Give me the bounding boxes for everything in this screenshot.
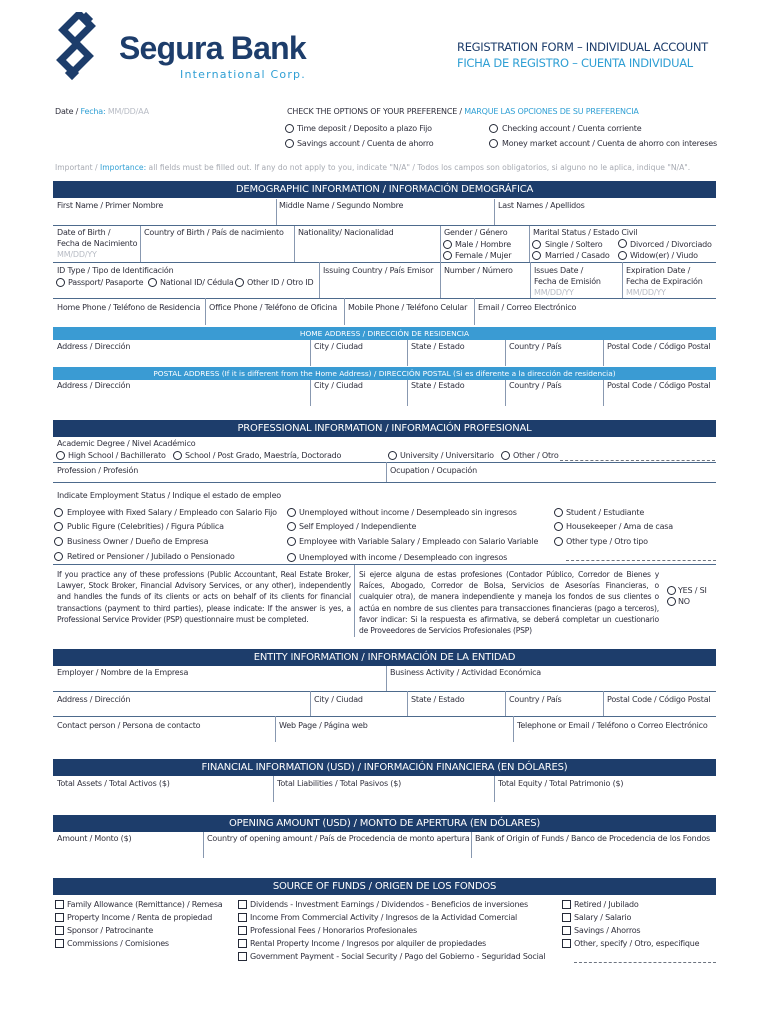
postal-address-header: POSTAL ADDRESS (If it is different from the Home Address) / DIRECCIÓN POSTAL (Si es diferente a la dirección de residencia) <box>53 367 716 380</box>
emp-fixed-radio[interactable] <box>54 508 63 517</box>
home-postal-field[interactable]: Postal Code / Código Postal <box>607 342 711 351</box>
money-market-radio[interactable] <box>489 139 498 148</box>
form-title-en: REGISTRATION FORM – INDIVIDUAL ACCOUNT <box>457 40 708 54</box>
total-liabilities-field[interactable]: Total Liabilities / Total Pasivos ($) <box>277 779 402 788</box>
funds-commissions-label: Commissions / Comisiones <box>67 939 169 948</box>
entity-country-field[interactable]: Country / País <box>509 695 562 704</box>
dob-label-1: Date of Birth / <box>57 228 111 237</box>
entity-address-field[interactable]: Address / Dirección <box>57 695 131 704</box>
degree-other-radio[interactable] <box>501 451 510 460</box>
date-field[interactable] <box>55 107 149 116</box>
occupation-field[interactable]: Ocupation / Ocupación <box>390 466 477 475</box>
funds-remittance-label: Family Allowance (Remittance) / Remesa <box>67 900 223 909</box>
important-text: all fields must be filled out. If any do not apply to you, indicate "N/A" / Todos los campos son obligatorios, si alguno no le aplica, indique "N/A". <box>146 163 691 172</box>
entity-city-field[interactable]: City / Ciudad <box>314 695 363 704</box>
origin-bank-field[interactable]: Bank of Origin of Funds / Banco de Procedencia de los Fondos <box>475 834 710 843</box>
gender-label: Gender / Género <box>444 228 508 237</box>
total-equity-field[interactable]: Total Equity / Total Patrimonio ($) <box>498 779 624 788</box>
psp-question-es: Si ejerce alguna de estas profesiones (Contador Público, Corredor de Bienes y Raíces, Abogado, Corredor de Bolsa, Servicios de Asesorías Financieras, o cualquier otra), de manera independiente y maneja los fondos de sus clientes o actúa en nombre de sus clientes para transacciones financieras (pago a terceros), favor indicar: Si la respuesta es afirmativa, se deberá completar un cuestionario de Proveedores de Servicios Profesionales (PSP) <box>359 570 659 636</box>
degree-postgrad-label: School / Post Grado, Maestría, Doctorado <box>185 451 342 460</box>
id-passport-radio[interactable] <box>56 278 65 287</box>
gender-male-label: Male / Hombre <box>455 240 511 249</box>
issues-date-label-1: Issues Date / <box>534 266 584 275</box>
contact-person-field[interactable]: Contact person / Persona de contacto <box>57 721 201 730</box>
employment-status-label: Indicate Employment Status / Indique el estado de empleo <box>57 491 281 500</box>
degree-highschool-radio[interactable] <box>56 451 65 460</box>
funds-savings-checkbox[interactable] <box>562 926 571 935</box>
dob-label-2: Fecha de Nacimiento <box>57 239 138 248</box>
home-city-field[interactable]: City / Ciudad <box>314 342 363 351</box>
opening-country-field[interactable]: Country of opening amount / País de Procedencia de monto apertura <box>207 834 470 843</box>
marital-divorced-label: Divorced / Divorciado <box>630 240 712 249</box>
id-passport-label: Passport/ Pasaporte <box>68 278 144 287</box>
mobile-phone-field[interactable]: Mobile Phone / Teléfono Celular <box>348 303 468 312</box>
emp-other-label: Other type / Otro tipo <box>566 537 648 546</box>
home-country-field[interactable]: Country / País <box>509 342 562 351</box>
date-placeholder: MM/DD/AA <box>107 107 149 116</box>
demographic-section-header: DEMOGRAPHIC INFORMATION / INFORMACIÓN DEMOGRÁFICA <box>53 181 716 198</box>
home-state-field[interactable]: State / Estado <box>411 342 465 351</box>
id-number-field[interactable]: Number / Número <box>444 266 513 275</box>
financial-section-header: FINANCIAL INFORMATION (USD) / INFORMACIÓN FINANCIERA (EN DÓLARES) <box>53 759 716 776</box>
dob-placeholder[interactable]: MM/DD/YY <box>57 250 97 259</box>
middle-name-field[interactable]: Middle Name / Segundo Nombre <box>279 201 404 210</box>
entity-state-field[interactable]: State / Estado <box>411 695 465 704</box>
gender-male-radio[interactable] <box>443 240 452 249</box>
business-activity-field[interactable]: Business Activity / Actividad Económica <box>390 668 541 677</box>
email-field[interactable]: Email / Correo Electrónico <box>478 303 577 312</box>
emp-retired-radio[interactable] <box>54 552 63 561</box>
degree-university-radio[interactable] <box>388 451 397 460</box>
opening-section-header: OPENING AMOUNT (USD) / MONTO DE APERTURA (EN DÓLARES) <box>53 815 716 832</box>
date-label-es: Fecha: <box>80 107 106 116</box>
funds-salary-label: Salary / Salario <box>574 913 632 922</box>
funds-commissions-checkbox[interactable] <box>55 939 64 948</box>
professional-section-header: PROFESSIONAL INFORMATION / INFORMACIÓN PROFESIONAL <box>53 420 716 437</box>
home-address-header: HOME ADDRESS / DIRECCIÓN DE RESIDENCIA <box>53 327 716 340</box>
checking-account-label: Checking account / Cuenta corriente <box>502 124 642 133</box>
emp-housekeeper-radio[interactable] <box>554 522 563 531</box>
funds-savings-label: Savings / Ahorros <box>574 926 641 935</box>
funds-fees-label: Professional Fees / Honorarios Profesionales <box>250 926 417 935</box>
id-other-label: Other ID / Otro ID <box>247 278 314 287</box>
marital-widow-radio[interactable] <box>618 251 627 260</box>
psp-yes-radio[interactable] <box>667 586 676 595</box>
savings-account-radio[interactable] <box>285 139 294 148</box>
postal-country-field[interactable]: Country / País <box>509 381 562 390</box>
home-phone-field[interactable]: Home Phone / Teléfono de Residencia <box>57 303 201 312</box>
preference-label-en: CHECK THE OPTIONS OF YOUR PREFERENCE / <box>287 107 465 116</box>
funds-commercial-checkbox[interactable] <box>238 913 247 922</box>
form-title-es: FICHA DE REGISTRO – CUENTA INDIVIDUAL <box>457 56 693 70</box>
id-national-radio[interactable] <box>148 278 157 287</box>
degree-other-line[interactable] <box>560 460 715 461</box>
psp-no-radio[interactable] <box>667 597 676 606</box>
emp-retired-label: Retired or Pensioner / Jubilado o Pensionado <box>67 552 235 561</box>
funds-fees-checkbox[interactable] <box>238 926 247 935</box>
marital-single-radio[interactable] <box>532 240 541 249</box>
gender-female-label: Female / Mujer <box>455 251 512 260</box>
gender-female-radio[interactable] <box>443 251 452 260</box>
funds-salary-checkbox[interactable] <box>562 913 571 922</box>
emp-unemployed-inc-radio[interactable] <box>287 553 296 562</box>
country-of-birth-field[interactable]: Country of Birth / País de nacimiento <box>144 228 284 237</box>
expiration-date-placeholder[interactable]: MM/DD/YY <box>626 288 666 297</box>
nationality-field[interactable]: Nationality/ Nacionalidad <box>298 228 394 237</box>
logo-icon <box>53 12 105 82</box>
funds-rental-checkbox[interactable] <box>238 939 247 948</box>
marital-label: Marital Status / Estado Civil <box>533 228 638 237</box>
psp-yes-label: YES / SI <box>678 586 707 595</box>
emp-owner-radio[interactable] <box>54 537 63 546</box>
funds-retired-label: Retired / Jubilado <box>574 900 639 909</box>
first-name-field[interactable]: First Name / Primer Nombre <box>57 201 164 210</box>
emp-variable-radio[interactable] <box>287 537 296 546</box>
profession-field[interactable]: Profession / Profesión <box>57 466 139 475</box>
preference-heading <box>287 107 639 116</box>
postal-state-field[interactable]: State / Estado <box>411 381 465 390</box>
funds-commercial-label: Income From Commercial Activity / Ingresos de la Actividad Comercial <box>250 913 518 922</box>
money-market-label: Money market account / Cuenta de ahorro con intereses <box>502 139 717 148</box>
id-other-radio[interactable] <box>235 278 244 287</box>
funds-property-checkbox[interactable] <box>55 913 64 922</box>
bank-subtitle: International Corp. <box>180 68 306 81</box>
psp-no-label: NO <box>678 597 690 606</box>
emp-student-radio[interactable] <box>554 508 563 517</box>
issuing-country-field[interactable]: Issuing Country / País Emisor <box>323 266 434 275</box>
emp-housekeeper-label: Housekeeper / Ama de casa <box>566 522 673 531</box>
funds-sponsor-label: Sponsor / Patrocinante <box>67 926 154 935</box>
expiration-date-label-2: Fecha de Expiración <box>626 277 703 286</box>
marital-single-label: Single / Soltero <box>545 240 603 249</box>
postal-city-field[interactable]: City / Ciudad <box>314 381 363 390</box>
emp-self-label: Self Employed / Independiente <box>299 522 417 531</box>
entity-postal-field[interactable]: Postal Code / Código Postal <box>607 695 711 704</box>
emp-public-label: Public Figure (Celebrities) / Figura Pública <box>67 522 224 531</box>
preference-label-es: MARQUE LAS OPCIONES DE SU PREFERENCIA <box>464 107 639 116</box>
funds-dividends-label: Dividends - Investment Earnings / Dividendos - Beneficios de inversiones <box>250 900 528 909</box>
funds-section-header: SOURCE OF FUNDS / ORIGEN DE LOS FONDOS <box>53 878 716 895</box>
marital-divorced-radio[interactable] <box>618 239 627 248</box>
last-names-field[interactable]: Last Names / Apellidos <box>498 201 585 210</box>
important-label-es: Importance: <box>100 163 147 172</box>
emp-variable-label: Employee with Variable Salary / Empleado con Salario Variable <box>299 537 539 546</box>
emp-fixed-label: Employee with Fixed Salary / Empleado con Salario Fijo <box>67 508 277 517</box>
postal-address-field[interactable]: Address / Dirección <box>57 381 131 390</box>
date-label-en: Date / <box>55 107 81 116</box>
time-deposit-label: Time deposit / Deposito a plazo Fijo <box>297 124 432 133</box>
emp-owner-label: Business Owner / Dueño de Empresa <box>67 537 209 546</box>
bank-name: Segura Bank <box>119 30 306 66</box>
checking-account-radio[interactable] <box>489 124 498 133</box>
funds-retired-checkbox[interactable] <box>562 900 571 909</box>
funds-remittance-checkbox[interactable] <box>55 900 64 909</box>
amount-field[interactable]: Amount / Monto ($) <box>57 834 132 843</box>
funds-other-checkbox[interactable] <box>562 939 571 948</box>
entity-phone-email-field[interactable]: Telephone or Email / Teléfono o Correo Electrónico <box>517 721 708 730</box>
marital-married-radio[interactable] <box>532 251 541 260</box>
marital-widow-label: Widow(er) / Viudo <box>630 251 698 260</box>
important-label-en: Important / <box>55 163 101 172</box>
funds-government-checkbox[interactable] <box>238 952 247 961</box>
funds-property-label: Property Income / Renta de propiedad <box>67 913 213 922</box>
marital-married-label: Married / Casado <box>545 251 610 260</box>
degree-other-label: Other / Otro <box>513 451 559 460</box>
academic-degree-label: Academic Degree / Nivel Académico <box>57 439 196 448</box>
office-phone-field[interactable]: Office Phone / Teléfono de Oficina <box>209 303 338 312</box>
issues-date-label-2: Fecha de Emisión <box>534 277 601 286</box>
degree-postgrad-radio[interactable] <box>173 451 182 460</box>
expiration-date-label-1: Expiration Date / <box>626 266 691 275</box>
funds-other-label: Other, specify / Otro, especifique <box>574 939 700 948</box>
important-note <box>55 163 690 172</box>
bank-logo <box>53 12 313 84</box>
total-assets-field[interactable]: Total Assets / Total Activos ($) <box>57 779 170 788</box>
funds-government-label: Government Payment - Social Security / Pago del Gobierno - Seguridad Social <box>250 952 546 961</box>
home-address-field[interactable]: Address / Dirección <box>57 342 131 351</box>
degree-university-label: University / Universitario <box>400 451 494 460</box>
emp-unemployed-noinc-radio[interactable] <box>287 508 296 517</box>
savings-account-label: Savings account / Cuenta de ahorro <box>297 139 434 148</box>
psp-question-en: If you practice any of these professions (Public Accountant, Real Estate Broker, Lawyer, Stock Broker, Financial Advisory Services, or any other), independently and handles the funds of its clients or acts on behalf of its clients for financial transactions (payment to third parties), please indicate: If the answer is yes, a Professional Service Provider (PSP) questionnaire must be completed. <box>57 570 351 624</box>
id-national-label: National ID/ Cédula <box>160 278 234 287</box>
funds-other-line[interactable] <box>574 962 716 963</box>
emp-public-radio[interactable] <box>54 522 63 531</box>
employer-field[interactable]: Employer / Nombre de la Empresa <box>57 668 189 677</box>
funds-rental-label: Rental Property Income / Ingresos por alquiler de propiedades <box>250 939 487 948</box>
postal-postal-field[interactable]: Postal Code / Código Postal <box>607 381 711 390</box>
emp-unemployed-inc-label: Unemployed with income / Desempleado con ingresos <box>299 553 508 562</box>
time-deposit-radio[interactable] <box>285 124 294 133</box>
entity-section-header: ENTITY INFORMATION / INFORMACIÓN DE LA ENTIDAD <box>53 649 716 666</box>
degree-highschool-label: High School / Bachillerato <box>68 451 166 460</box>
issues-date-placeholder[interactable]: MM/DD/YY <box>534 288 574 297</box>
id-type-label: ID Type / Tipo de Identificación <box>57 266 174 275</box>
funds-sponsor-checkbox[interactable] <box>55 926 64 935</box>
emp-other-line[interactable] <box>566 560 716 561</box>
funds-dividends-checkbox[interactable] <box>238 900 247 909</box>
emp-other-radio[interactable] <box>554 537 563 546</box>
web-page-field[interactable]: Web Page / Página web <box>279 721 368 730</box>
emp-unemployed-noinc-label: Unemployed without income / Desempleado sin ingresos <box>299 508 517 517</box>
emp-self-radio[interactable] <box>287 522 296 531</box>
emp-student-label: Student / Estudiante <box>566 508 645 517</box>
